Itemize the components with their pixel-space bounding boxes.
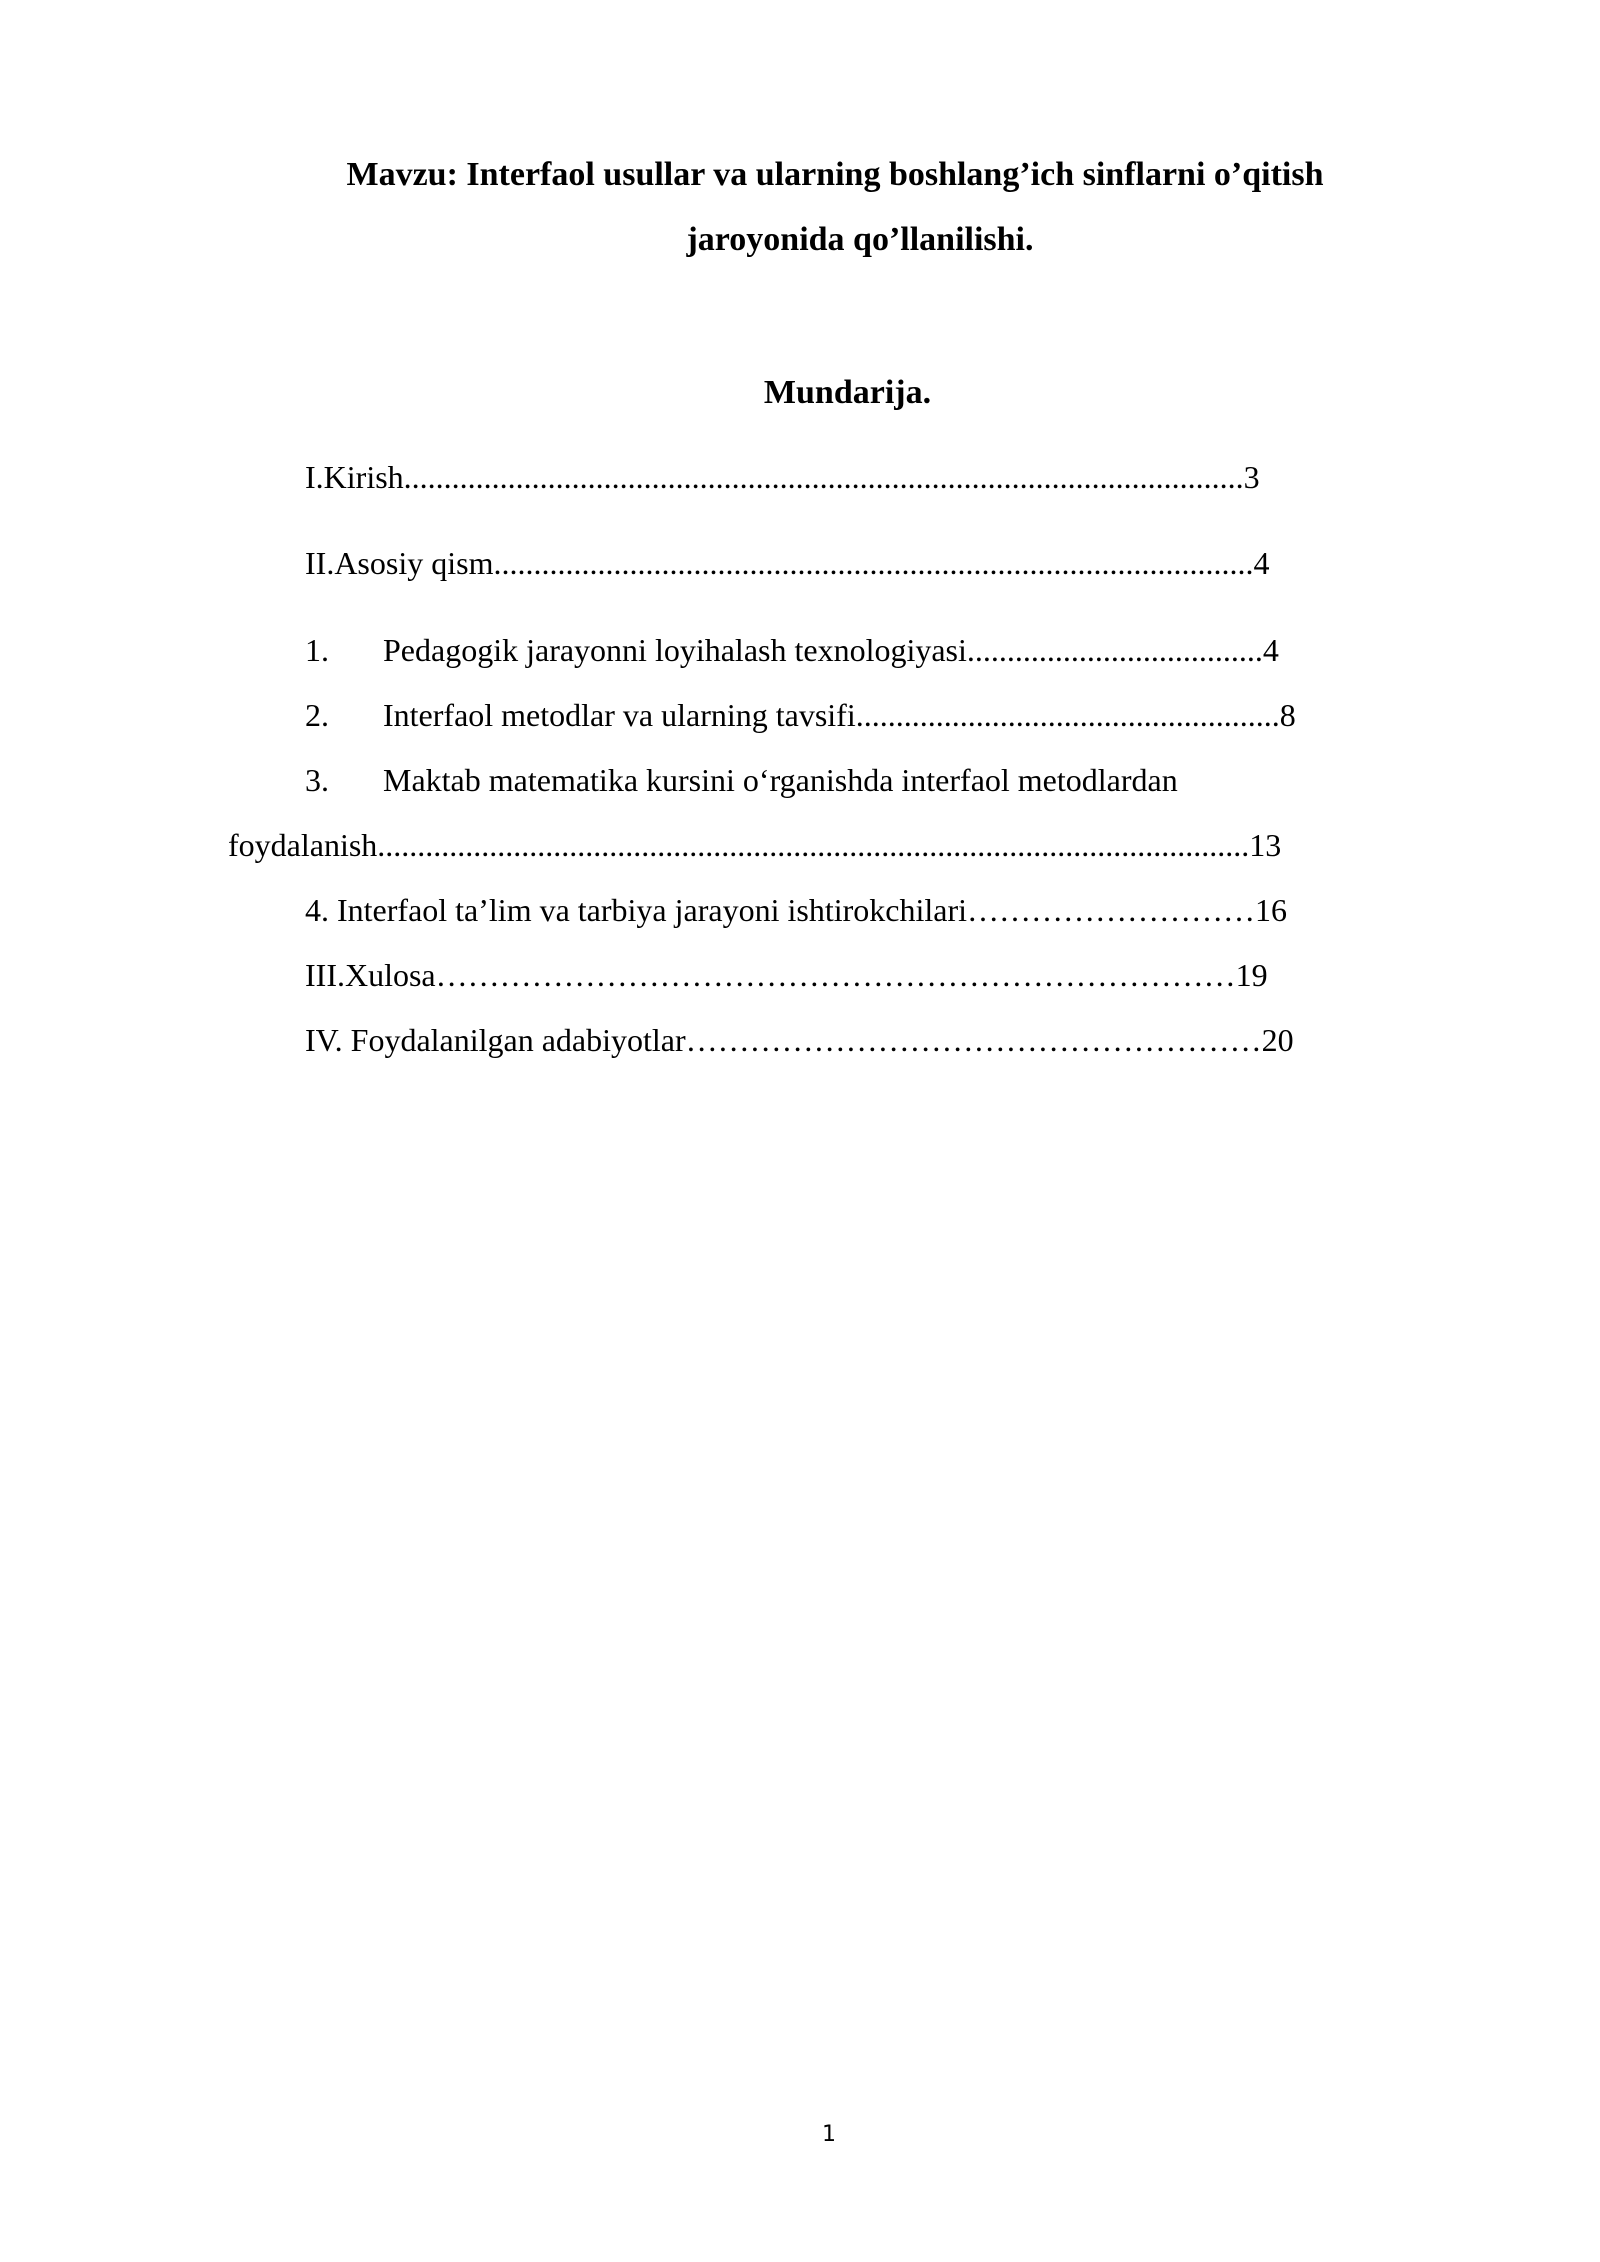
toc-entry-2-text: Interfaol metodlar va ularning tavsifi.....................................................8 [383, 697, 1296, 733]
toc-entry-1 [305, 630, 1279, 670]
toc-entry-3 [305, 760, 1178, 800]
toc-entry-asosiy-qism: II.Asosiy qism...............................................................................................4 [305, 545, 1270, 581]
toc-entry-1-text: Pedagogik jarayonni loyihalash texnologiyasi.....................................4 [383, 632, 1279, 668]
toc-entry-2 [305, 695, 1296, 735]
toc-entry-1-number: 1. [305, 632, 329, 668]
toc-entry-adabiyotlar: IV. Foydalanilgan adabiyotlar………………………………………………20 [305, 1022, 1294, 1058]
toc-entry-3-text: Maktab matematika kursini o‘rganishda interfaol metodlardan [383, 762, 1178, 798]
page-number: 1 [822, 2122, 836, 2147]
toc-entry-2-number: 2. [305, 697, 329, 733]
toc-heading: Mundarija. [763, 374, 932, 411]
document-title-line-2: jaroyonida qo’llanilishi. [686, 221, 1034, 258]
toc-entry-3-number: 3. [305, 762, 329, 798]
toc-entry-4: 4. Interfaol ta’lim va tarbiya jarayoni ishtirokchilari………………………16 [305, 892, 1287, 928]
toc-entry-3-continuation: foydalanish.............................................................................................................13 [228, 827, 1282, 863]
toc-entry-kirish: I.Kirish.........................................................................................................3 [305, 459, 1260, 495]
toc-entry-xulosa: III.Xulosa…………………………………………………………………19 [305, 957, 1268, 993]
document-title-line-1: Mavzu: Interfaol usullar va ularning boshlang’ich sinflarni o’qitish [346, 156, 1324, 193]
